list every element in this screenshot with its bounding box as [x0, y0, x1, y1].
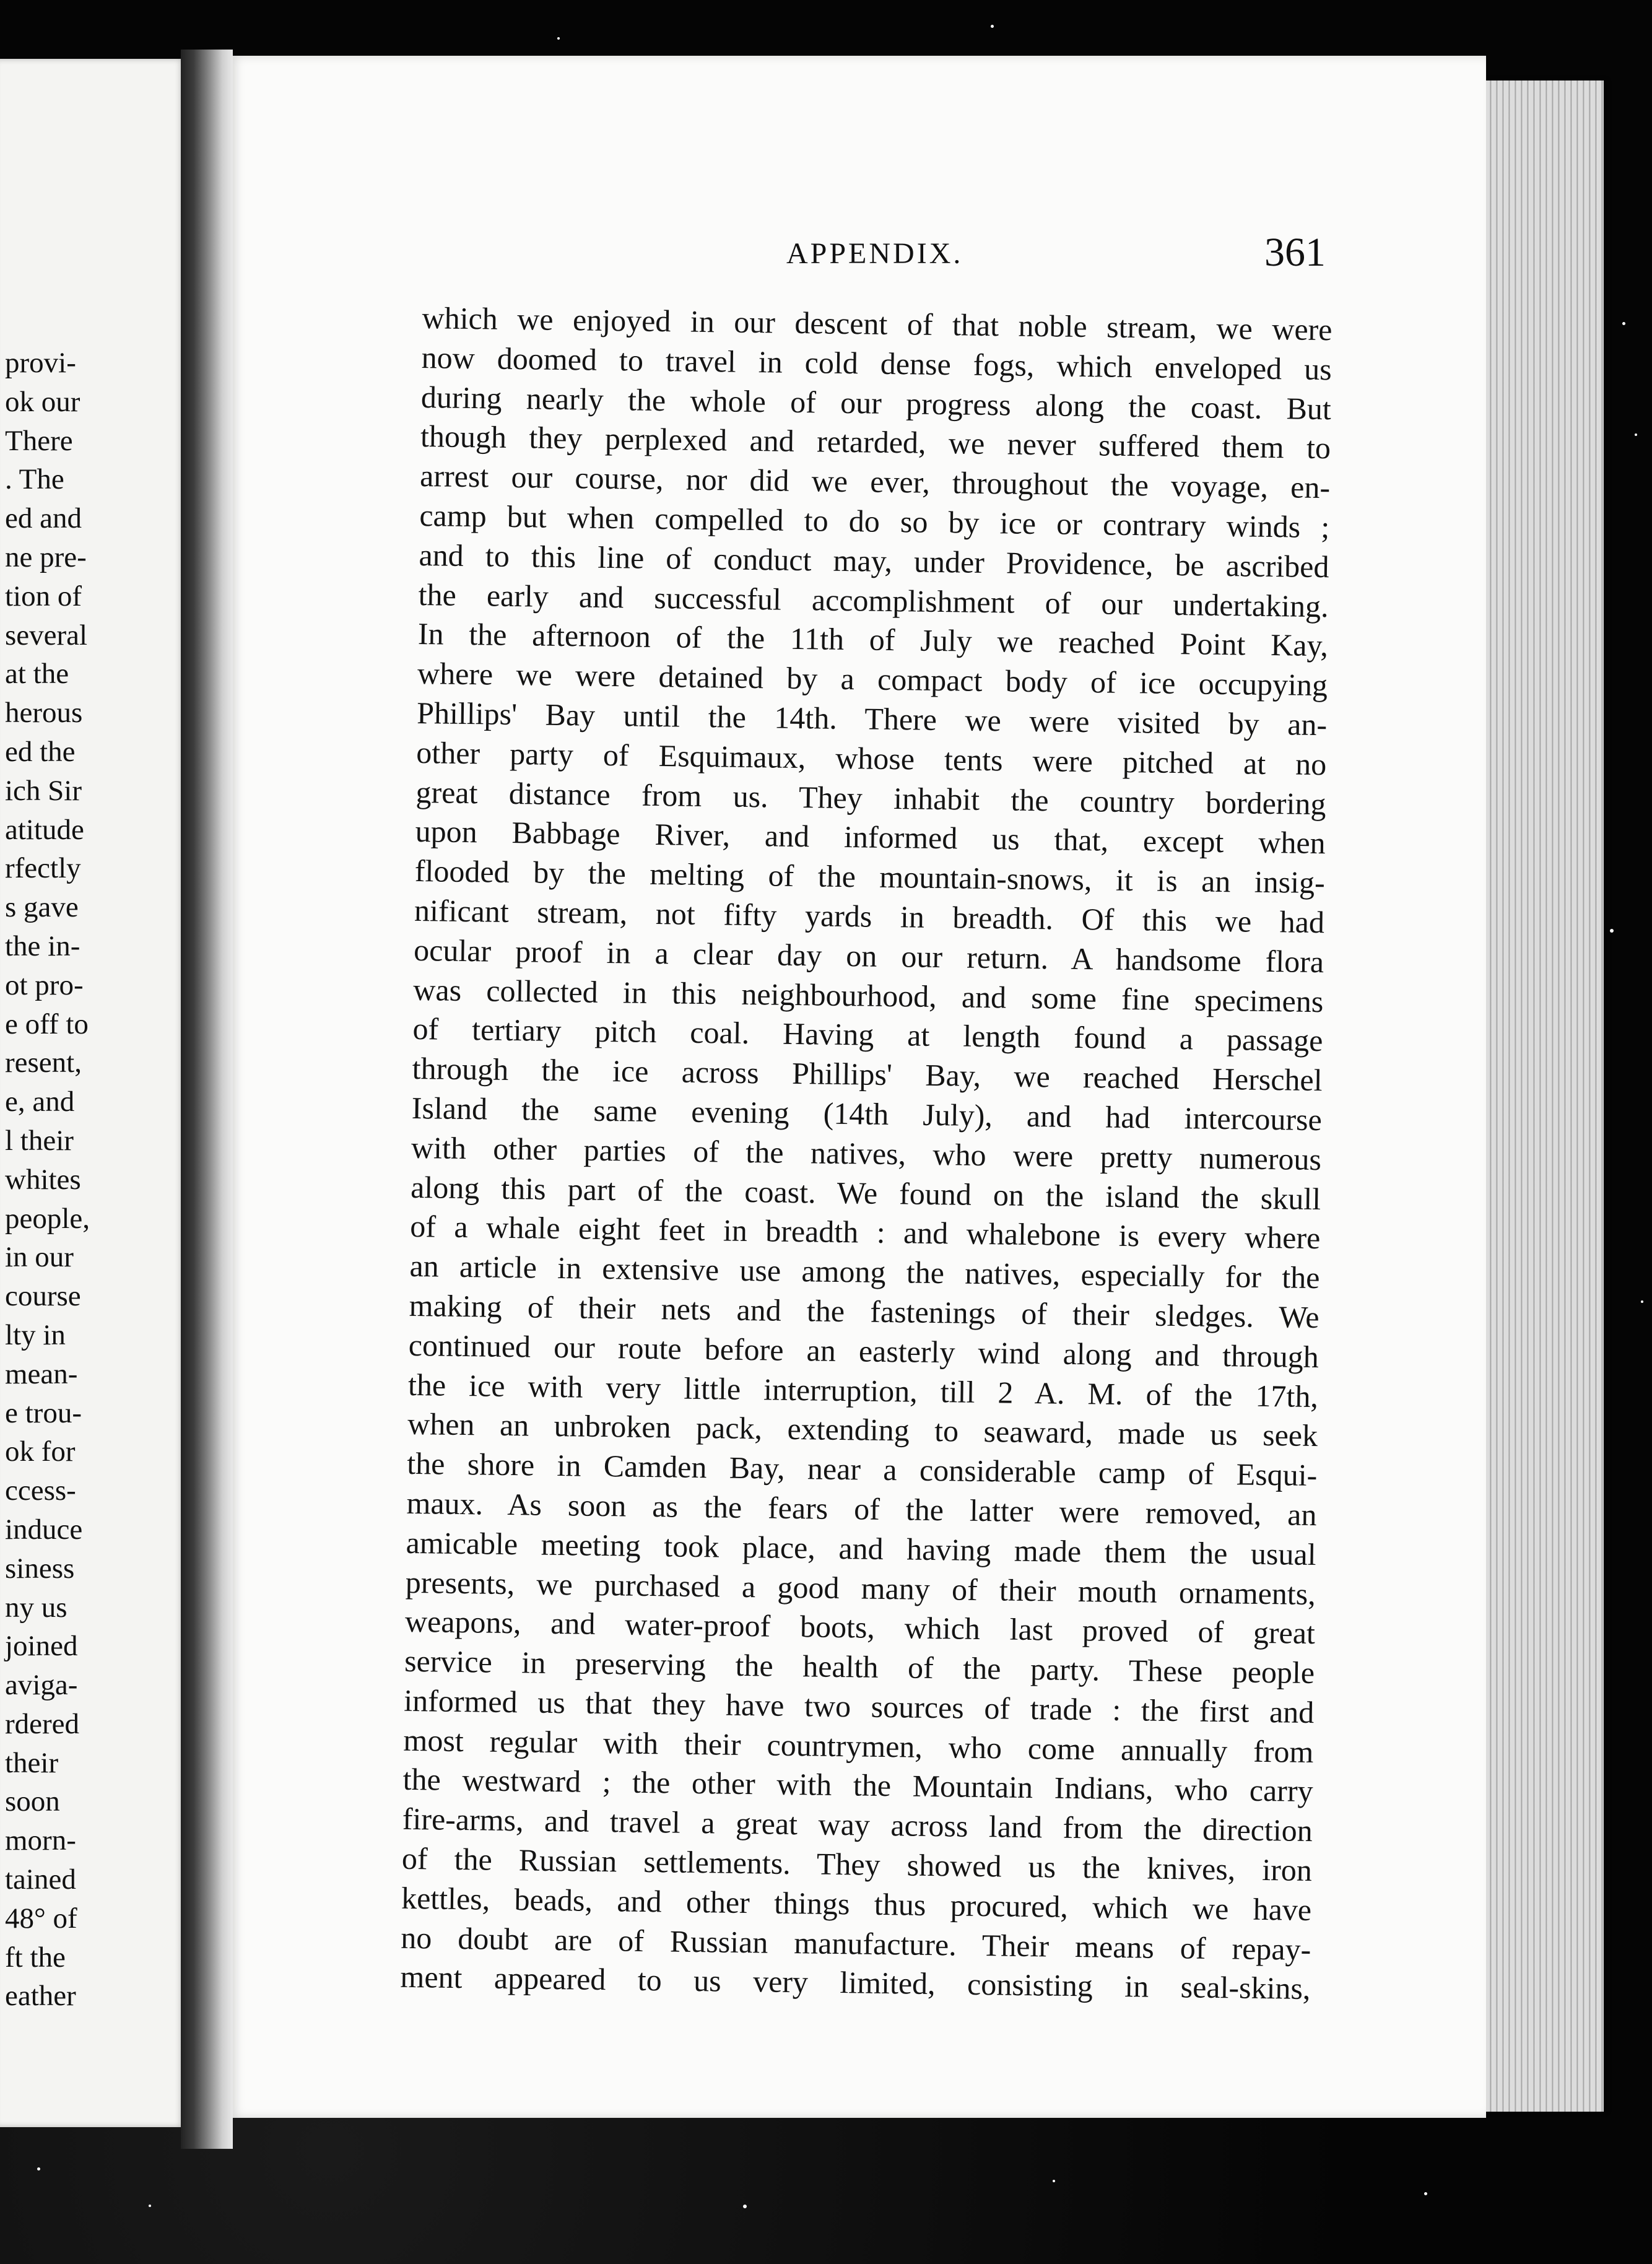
scan-speck [1610, 929, 1614, 933]
text-line: ment appeared to us very limited, consisting in seal-skins, [400, 1959, 1311, 2006]
text-line: was collected in this neighbourhood, and some fine specimens [413, 972, 1324, 1019]
facing-page-line: tained [5, 1863, 76, 1896]
text-line: weapons, and water-proof boots, which last proved of great [404, 1604, 1316, 1651]
facing-page-line: ccess- [5, 1474, 76, 1507]
facing-page-line: provi- [5, 347, 76, 379]
facing-page-line: 48° of [5, 1902, 77, 1935]
text-line: continued our route before an easterly wind along and through [408, 1327, 1319, 1374]
facing-page-line: ich Sir [5, 774, 82, 807]
text-line: along this part of the coast. We found on the island the skull [410, 1169, 1321, 1216]
text-line: flooded by the melting of the mountain-snows, it is an insig- [414, 853, 1326, 900]
scan-speck [1622, 322, 1625, 325]
facing-page-line: soon [5, 1785, 60, 1818]
text-line: amicable meeting took place, and having made them the usual [406, 1525, 1316, 1572]
facing-page-line: herous [5, 697, 83, 729]
facing-page-line: people, [5, 1202, 90, 1235]
scan-speck [1641, 1300, 1643, 1303]
body-text [400, 298, 1332, 2009]
facing-page-line: eather [5, 1980, 76, 2013]
facing-page-line: lty in [5, 1318, 66, 1351]
running-head: APPENDIX. [786, 237, 963, 270]
text-line: great distance from us. They inhabit the country bordering [415, 774, 1326, 821]
text-line: the westward ; the other with the Mountain Indians, who carry [402, 1762, 1313, 1809]
text-line: Island the same evening (14th July), and had intercourse [411, 1090, 1323, 1138]
facing-page-line: ft the [5, 1941, 66, 1974]
text-line: most regular with their countrymen, who come annually from [403, 1722, 1314, 1769]
facing-page-line: the in- [5, 930, 80, 962]
facing-page-line: ny us [5, 1591, 67, 1624]
text-line: though they perplexed and retarded, we never suffered them to [420, 419, 1331, 466]
text-line: fire-arms, and travel a great way across land from the direction [402, 1801, 1313, 1848]
facing-page-line: ot pro- [5, 969, 84, 1001]
facing-page-line: rfectly [5, 852, 81, 885]
facing-page-line: joined [5, 1630, 78, 1663]
text-line: arrest our course, nor did we ever, throughout the voyage, en- [419, 458, 1331, 505]
facing-page-line: in our [5, 1241, 74, 1274]
text-line: and to this line of conduct may, under Providence, be ascribed [419, 537, 1329, 584]
facing-page-line: ok for [5, 1435, 76, 1468]
facing-page-line: aviga- [5, 1669, 78, 1702]
facing-page-line: resent, [5, 1047, 82, 1079]
text-line: of a whale eight feet in breadth : and whalebone is every where [410, 1209, 1321, 1256]
facing-page-left [0, 59, 186, 2127]
scan-speck [991, 25, 994, 28]
facing-page-line: their [5, 1746, 59, 1779]
text-line: In the afternoon of the 11th of July we reached Point Kay, [417, 616, 1329, 663]
scan-speck [149, 2205, 151, 2207]
text-line: kettles, beads, and other things thus procured, which we have [401, 1880, 1312, 1927]
page-number: 361 [1264, 230, 1326, 275]
facing-page-line: l their [5, 1124, 74, 1157]
scan-speck [1053, 2180, 1055, 2182]
text-line: an article in extensive use among the natives, especially for the [409, 1248, 1320, 1295]
facing-page-line: whites [5, 1163, 81, 1196]
facing-page-line: There [5, 424, 73, 457]
text-line: the early and successful accomplishment of our undertaking. [418, 577, 1329, 624]
facing-page-line: e off to [5, 1008, 89, 1040]
facing-page-line: induce [5, 1513, 83, 1546]
text-line: presents, we purchased a good many of their mouth ornaments, [405, 1564, 1316, 1611]
text-line: Phillips' Bay until the 14th. There we were visited by an- [416, 695, 1328, 742]
text-line: service in preserving the health of the party. These people [404, 1643, 1315, 1691]
text-line: making of their nets and the fastenings of their sledges. We [409, 1287, 1319, 1335]
facing-page-line: e trou- [5, 1396, 82, 1429]
scan-speck [1635, 433, 1637, 436]
text-line: the ice with very little interruption, till 2 A. M. of the 17th, [407, 1367, 1319, 1414]
text-line: nificant stream, not fifty yards in breadth. Of this we had [414, 892, 1325, 940]
text-line: maux. As soon as the fears of the latter were removed, an [406, 1485, 1317, 1532]
text-line: camp but when compelled to do so by ice or contrary winds ; [419, 497, 1330, 545]
facing-page-line: rdered [5, 1707, 80, 1740]
facing-page-line: s gave [5, 891, 79, 924]
text-line: ocular proof in a clear day on our return. A handsome flora [413, 932, 1324, 979]
scan-speck [37, 2167, 40, 2170]
text-line: of the Russian settlements. They showed us the knives, iron [401, 1840, 1313, 1888]
text-line: now doomed to travel in cold dense fogs, which enveloped us [421, 339, 1332, 387]
text-line: informed us that they have two sources of trade : the first and [404, 1683, 1315, 1730]
facing-page-line: mean- [5, 1357, 78, 1390]
facing-page-text [0, 344, 186, 2016]
facing-page-line: tion of [5, 580, 82, 612]
text-line: with other parties of the natives, who were pretty numerous [411, 1130, 1322, 1177]
text-line: other party of Esquimaux, whose tents were pitched at no [416, 734, 1327, 782]
facing-page-line: course [5, 1280, 81, 1313]
text-line: no doubt are of Russian manufacture. Their means of repay- [400, 1920, 1311, 1967]
text-line: which we enjoyed in our descent of that noble stream, we were [422, 300, 1332, 347]
scan-speck [1424, 2192, 1427, 2195]
page-edges [1474, 81, 1604, 2112]
facing-page-line: morn- [5, 1824, 76, 1857]
book-gutter [181, 50, 233, 2149]
facing-page-line: at the [5, 658, 69, 690]
facing-page-line: ed the [5, 735, 76, 768]
facing-page-line: ok our [5, 385, 80, 418]
text-line: of tertiary pitch coal. Having at length found a passage [412, 1011, 1323, 1058]
scan-speck [557, 37, 560, 40]
text-line: upon Babbage River, and informed us that, except when [415, 814, 1326, 861]
text-line: during nearly the whole of our progress along the coast. But [420, 379, 1332, 426]
facing-page-line: several [5, 619, 88, 651]
facing-page-line: e, and [5, 1086, 75, 1118]
text-line: through the ice across Phillips' Bay, we reached Herschel [412, 1051, 1323, 1098]
facing-page-line: . The [5, 463, 64, 496]
facing-page-line: ed and [5, 502, 82, 535]
facing-page-line: atitude [5, 813, 84, 846]
facing-page-line: ne pre- [5, 541, 87, 573]
text-line: where we were detained by a compact body of ice occupying [417, 656, 1328, 703]
scan-speck [743, 2205, 747, 2208]
facing-page-line: siness [5, 1552, 75, 1585]
text-line: the shore in Camden Bay, near a considerable camp of Esqui- [407, 1445, 1318, 1493]
text-line: when an unbroken pack, extending to seaward, made us seek [407, 1406, 1318, 1453]
